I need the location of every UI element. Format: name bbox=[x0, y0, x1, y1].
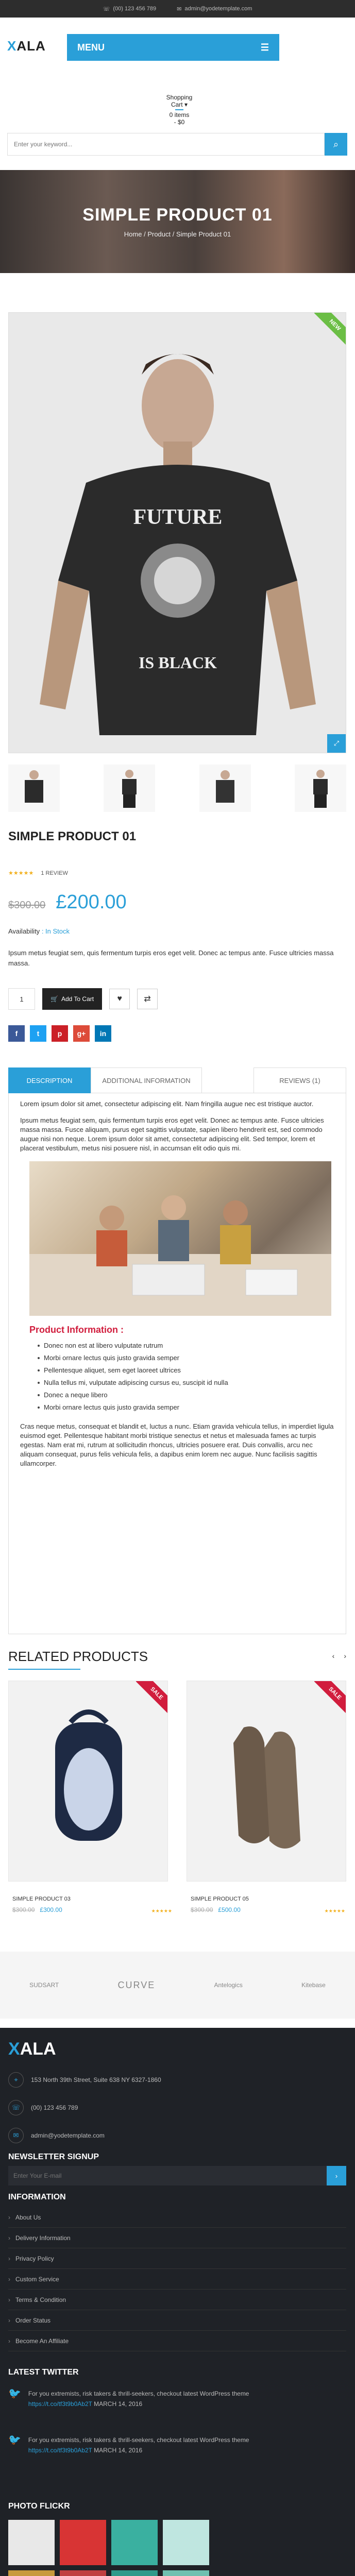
star-rating-icon: ★★★★★ bbox=[324, 1908, 345, 1913]
topbar-phone[interactable]: ☏ (00) 123 456 789 bbox=[103, 6, 157, 12]
tweet: 🐦 For you extremists, risk takers & thrill-seekers, checkout latest WordPress theme https://t.co/tf3t9b0Ab2T MARCH 14, 2016 bbox=[8, 2435, 346, 2455]
newsletter-heading: NEWSLETTER SIGNUP bbox=[8, 2153, 99, 2161]
add-to-cart-button[interactable]: 🛒 Add To Cart bbox=[42, 988, 102, 1010]
backpack-photo bbox=[9, 1681, 168, 1882]
phone-icon: ☏ bbox=[8, 2100, 24, 2115]
loafers-photo bbox=[187, 1681, 346, 1882]
prev-arrow-icon[interactable]: ‹ bbox=[332, 1652, 335, 1660]
google-plus-icon[interactable]: g+ bbox=[73, 1025, 90, 1042]
footer-link[interactable]: › Terms & Condition bbox=[8, 2290, 346, 2310]
caret-down-icon: ▾ bbox=[184, 101, 188, 108]
flickr-photo[interactable] bbox=[163, 2570, 209, 2576]
related-product-info bbox=[191, 1896, 345, 1913]
old-price: $300.00 bbox=[8, 900, 46, 911]
breadcrumb-product[interactable]: Product bbox=[147, 230, 171, 238]
hamburger-icon: ☰ bbox=[260, 42, 269, 53]
related-product-info bbox=[12, 1896, 172, 1913]
information-links bbox=[8, 2207, 346, 2351]
brand-logo[interactable]: Kitebase bbox=[301, 1981, 326, 1989]
review-count-link[interactable]: 1 REVIEW bbox=[41, 870, 68, 876]
product-tabs bbox=[8, 1067, 346, 1093]
footer-logo[interactable]: XALA bbox=[8, 2039, 56, 2059]
current-price: £500.00 bbox=[218, 1906, 241, 1913]
next-arrow-icon[interactable]: › bbox=[344, 1652, 346, 1660]
list-item: Morbi ornare lectus quis justo gravida semper bbox=[38, 1401, 334, 1414]
product-information-list bbox=[38, 1340, 334, 1414]
flickr-photo[interactable] bbox=[60, 2570, 106, 2576]
product-rating bbox=[8, 870, 68, 876]
site-logo[interactable]: XALA bbox=[7, 38, 46, 54]
tab-reviews[interactable]: REVIEWS (1) bbox=[253, 1067, 346, 1093]
brand-logo[interactable]: SUDSART bbox=[29, 1981, 59, 1989]
product-name[interactable]: SIMPLE PRODUCT 03 bbox=[12, 1896, 71, 1902]
flickr-photo[interactable] bbox=[111, 2570, 158, 2576]
title-underline bbox=[8, 1669, 80, 1670]
flickr-grid bbox=[8, 2520, 209, 2576]
sale-badge: SALE bbox=[314, 1681, 346, 1714]
description-paragraph: Cras neque metus, consequat et blandit et, luctus a nunc. Etiam gravida vehicula tellus, in imperdiet ligula euismod eget. Pellentesque habitant morbi tristique senectus et netus et malesuada fames ac turpis egestas. Nam erat mi, rutrum at sollicitudin rhoncus, ultricies posuere erat. Duis convallis, arcu nec aliquam consequat, purus felis vehicula felis, a dapibus enim lorem nec augue. Nunc facilisis sagittis ullamcorper. bbox=[20, 1422, 334, 1467]
main-menu-button[interactable]: MENU ☰ bbox=[67, 34, 279, 61]
breadcrumb-home[interactable]: Home bbox=[124, 230, 142, 238]
search-button[interactable] bbox=[325, 133, 347, 156]
flickr-photo[interactable] bbox=[111, 2520, 158, 2565]
footer-address: ⌖ 153 North 39th Street, Suite 638 NY 6327-1860 bbox=[8, 2072, 161, 2088]
tab-additional-information[interactable]: ADDITIONAL INFORMATION bbox=[91, 1067, 202, 1093]
tweet-link[interactable]: https://t.co/tf3t9b0Ab2T bbox=[28, 2400, 92, 2408]
brand-logo[interactable]: Antelogics bbox=[214, 1981, 243, 1989]
flickr-photo[interactable] bbox=[8, 2520, 55, 2565]
brand-logos bbox=[0, 1952, 355, 2019]
product-thumbnails bbox=[8, 765, 346, 812]
mail-icon: ✉ bbox=[177, 6, 182, 12]
twitter-icon[interactable]: t bbox=[30, 1025, 46, 1042]
twitter-bird-icon: 🐦 bbox=[8, 2434, 21, 2446]
flickr-heading: PHOTO FLICKR bbox=[8, 2502, 70, 2511]
newsletter-form bbox=[8, 2166, 346, 2185]
list-item: Pellentesque aliquet, sem eget laoreet ultrices bbox=[38, 1364, 334, 1377]
quantity-input[interactable]: 1 bbox=[8, 988, 35, 1010]
thumbnail[interactable] bbox=[8, 765, 60, 812]
footer-link[interactable]: › About Us bbox=[8, 2207, 346, 2228]
list-item: Nulla tellus mi, vulputate adipiscing cursus eu, suscipit id nulla bbox=[38, 1377, 334, 1389]
pinterest-icon[interactable]: p bbox=[52, 1025, 68, 1042]
brand-logo[interactable]: CURVE bbox=[117, 1979, 156, 1990]
add-to-cart-row bbox=[8, 988, 158, 1010]
product-title: SIMPLE PRODUCT 01 bbox=[8, 829, 137, 843]
product-main-image[interactable] bbox=[8, 312, 346, 753]
topbar-email[interactable]: ✉ admin@yodetemplate.com bbox=[177, 6, 252, 12]
star-rating-icon: ★★★★★ bbox=[151, 1908, 172, 1913]
zoom-icon[interactable]: ⤢ bbox=[327, 734, 346, 753]
old-price: $300.00 bbox=[12, 1906, 35, 1913]
top-bar bbox=[0, 0, 355, 18]
related-title: RELATED PRODUCTS bbox=[8, 1649, 148, 1664]
list-item: Morbi ornare lectus quis justo gravida semper bbox=[38, 1352, 334, 1364]
flickr-photo[interactable] bbox=[163, 2520, 209, 2565]
footer-link[interactable]: › Custom Service bbox=[8, 2269, 346, 2290]
current-price: £200.00 bbox=[56, 891, 127, 913]
product-information-heading: Product Information : bbox=[29, 1325, 124, 1335]
flickr-photo[interactable] bbox=[8, 2570, 55, 2576]
thumbnail[interactable] bbox=[199, 765, 251, 812]
star-rating-icon: ★★★★★ bbox=[8, 870, 34, 876]
cart-icon: 🛒 bbox=[50, 995, 58, 1003]
wishlist-button[interactable] bbox=[109, 989, 130, 1009]
search-bar bbox=[7, 133, 347, 156]
mail-icon: ✉ bbox=[8, 2128, 24, 2143]
search-icon: ⌕ bbox=[333, 139, 339, 149]
availability: Availability : In Stock bbox=[8, 927, 70, 935]
description-paragraph: Ipsum metus feugiat sem, quis fermentum turpis eros eget velit. Donec ac tempus ante. Fusce ultricies massa massa. Fusce aliquam, purus eget sagittis vulputate, sapien libero hendrerit est, sed commodo augue nisi non neque. Lorem ipsum dolor sit amet, consectetur adipiscing elit. Sed tempor, lorem et placerat vestibulum, metus nisi posuere nisl, in accumsan elit odio quis mi. bbox=[20, 1116, 324, 1152]
office-photo bbox=[29, 1161, 331, 1316]
cart-line-icon bbox=[175, 109, 183, 110]
linkedin-icon[interactable]: in bbox=[95, 1025, 111, 1042]
shuffle-icon: ⇄ bbox=[144, 995, 151, 1004]
page-title: SIMPLE PRODUCT 01 bbox=[82, 205, 273, 225]
newsletter-email-input[interactable] bbox=[8, 2166, 327, 2185]
map-pin-icon: ⌖ bbox=[8, 2072, 24, 2088]
related-product-card[interactable] bbox=[8, 1681, 168, 1882]
svg-text:IS BLACK: IS BLACK bbox=[138, 653, 217, 672]
twitter-bird-icon: 🐦 bbox=[8, 2388, 21, 2399]
phone-icon: ☏ bbox=[103, 6, 110, 12]
tweet: 🐦 For you extremists, risk takers & thrill-seekers, checkout latest WordPress theme https://t.co/tf3t9b0Ab2T MARCH 14, 2016 bbox=[8, 2388, 346, 2409]
carousel-nav bbox=[332, 1652, 346, 1660]
footer-link[interactable]: › Order Status bbox=[8, 2310, 346, 2331]
footer-link[interactable]: › Become An Affiliate bbox=[8, 2331, 346, 2351]
product-photo bbox=[9, 313, 346, 753]
list-item: Donec a neque libero bbox=[38, 1389, 334, 1401]
product-name[interactable]: SIMPLE PRODUCT 05 bbox=[191, 1896, 249, 1902]
flickr-photo[interactable] bbox=[60, 2520, 106, 2565]
new-badge: NEW bbox=[314, 312, 346, 346]
newsletter-submit-button[interactable]: › bbox=[327, 2166, 346, 2185]
information-heading: INFORMATION bbox=[8, 2193, 66, 2201]
footer-link[interactable]: › Privacy Policy bbox=[8, 2248, 346, 2269]
current-price: £300.00 bbox=[40, 1906, 62, 1913]
share-buttons bbox=[8, 1025, 111, 1042]
site-footer bbox=[0, 2028, 355, 2576]
thumbnail[interactable] bbox=[104, 765, 155, 812]
site-header bbox=[0, 18, 355, 74]
breadcrumb: Home / Product / Simple Product 01 bbox=[124, 230, 231, 238]
thumbnail[interactable] bbox=[295, 765, 346, 812]
related-products bbox=[8, 1649, 346, 1670]
footer-phone: ☏ (00) 123 456 789 bbox=[8, 2100, 78, 2115]
tweet-link[interactable]: https://t.co/tf3t9b0Ab2T bbox=[28, 2447, 92, 2454]
page-banner bbox=[0, 170, 355, 273]
tab-description[interactable]: DESCRIPTION bbox=[8, 1067, 91, 1093]
heart-icon: ♥ bbox=[117, 994, 122, 1003]
short-description: Ipsum metus feugiat sem, quis fermentum turpis eros eget velit. Donec ac tempus ante. Fusce ultricies massa massa. bbox=[8, 949, 334, 967]
twitter-heading: LATEST TWITTER bbox=[8, 2368, 79, 2377]
related-product-card[interactable] bbox=[187, 1681, 346, 1882]
breadcrumb-current: Simple Product 01 bbox=[176, 230, 231, 238]
description-paragraph: Lorem ipsum dolor sit amet, consectetur adipiscing elit. Nam fringilla augue nec est tristique auctor. bbox=[20, 1100, 314, 1108]
mini-cart-text: Shopping Cart ▾ 0 items - $0 bbox=[166, 94, 193, 126]
compare-button[interactable] bbox=[137, 989, 158, 1009]
footer-link[interactable]: › Delivery Information bbox=[8, 2228, 346, 2248]
facebook-icon[interactable]: f bbox=[8, 1025, 25, 1042]
footer-email[interactable]: ✉ admin@yodetemplate.com bbox=[8, 2128, 105, 2143]
svg-text:FUTURE: FUTURE bbox=[133, 505, 223, 529]
tab-panel-description bbox=[8, 1093, 346, 1634]
list-item: Donec non est at libero vulputate rutrum bbox=[38, 1340, 334, 1352]
sale-badge: SALE bbox=[136, 1681, 168, 1714]
old-price: $300.00 bbox=[191, 1906, 213, 1913]
product-price bbox=[8, 891, 127, 913]
search-input[interactable] bbox=[7, 133, 325, 156]
